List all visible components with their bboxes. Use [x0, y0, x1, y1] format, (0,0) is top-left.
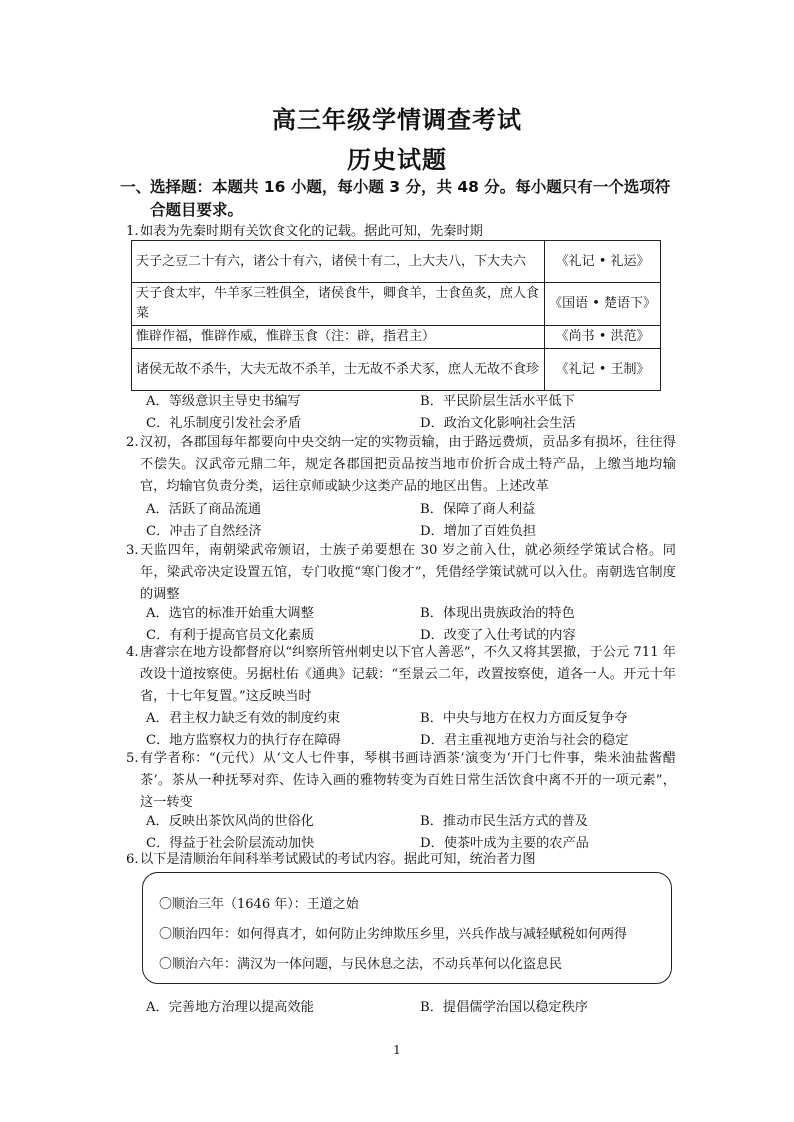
option-d[interactable]: D．政治文化影响社会生活 [420, 416, 576, 431]
option-d[interactable]: D．使茶叶成为主要的农产品 [420, 836, 589, 851]
exam-content-box [142, 872, 672, 984]
question-6 [126, 849, 676, 871]
question-5 [126, 748, 676, 814]
question-number: 5. [126, 751, 139, 766]
table-cell-text: 天子食太牢，牛羊豕三牲俱全，诸侯食牛，卿食羊，士食鱼炙，庶人食菜 [132, 283, 545, 326]
box-line: 〇顺治四年：如何得真才，如何防止劣绅欺压乡里，兴兵作战与减轻赋税如何两得 [159, 927, 628, 942]
section-heading [120, 176, 680, 222]
question-number: 4. [126, 645, 139, 660]
option-c[interactable]: C．有利于提高官员文化素质 [146, 628, 315, 643]
table-cell-source: 《礼记 • 礼运》 [545, 241, 661, 283]
question-number: 2. [126, 435, 139, 450]
option-d[interactable]: D．改变了入仕考试的内容 [420, 628, 576, 643]
option-c[interactable]: C．冲击了自然经济 [146, 524, 262, 539]
question-stem: 有学者称：“(元代）从‘文人七件事，琴棋书画诗酒茶’演变为‘开门七件事，柴米油盐酱醋茶’。茶从一种抚琴对弈、佐诗入画的雅物转变为百姓日常生活饮食中离不开的一项元素”，这一转变 [140, 751, 676, 810]
option-b[interactable]: B．平民阶层生活水平低下 [420, 394, 575, 409]
question-stem: 天监四年，南朝梁武帝颁诏，士族子弟要想在 30 岁之前入仕，就必须经学策试合格。同年，梁武帝决定设置五馆，专门收揽“寒门俊才”，凭借经学策试就可以入仕。南朝选官制度的调整 [140, 543, 676, 602]
table-cell-text: 天子之豆二十有六，诸公十有六，诸侯十有二，上大夫八，下大夫六 [132, 241, 545, 283]
question-2 [126, 432, 676, 498]
question-number: 1. [126, 224, 139, 239]
exam-subject: 历史试题 [347, 146, 447, 174]
section-number: 一、 [120, 178, 152, 196]
option-a[interactable]: A．君主权力缺乏有效的制度约束 [146, 711, 341, 726]
question-stem: 以下是清顺治年间科举考试殿试的考试内容。据此可知，统治者力图 [140, 852, 536, 867]
option-b[interactable]: B．保障了商人利益 [420, 502, 536, 517]
table-cell-source: 《国语 • 楚语下》 [545, 283, 661, 326]
option-b[interactable]: B．体现出贵族政治的特色 [420, 606, 575, 621]
table-cell-text: 惟辟作福，惟辟作威，惟辟玉食（注：辟，指君主） [132, 326, 545, 349]
exam-title: 高三年级学情调查考试 [272, 106, 522, 134]
option-b[interactable]: B．推动市民生活方式的普及 [420, 814, 588, 829]
option-d[interactable]: D．增加了百姓负担 [420, 524, 537, 539]
table-cell-source: 《礼记 • 王制》 [545, 349, 661, 391]
box-line: 〇顺治三年（1646 年）：王道之始 [159, 897, 359, 912]
table-row [132, 349, 661, 391]
table-row [132, 326, 661, 349]
question-4 [126, 642, 676, 708]
option-a[interactable]: A．活跃了商品流通 [146, 502, 262, 517]
section-instructions: 选择题：本题共 16 小题，每小题 3 分，共 48 分。每小题只有一个选项符合题目要求。 [150, 178, 671, 219]
table-cell-text: 诸侯无故不杀牛，大夫无故不杀羊，士无故不杀犬豕，庶人无故不食珍 [132, 349, 545, 391]
option-d[interactable]: D．君主重视地方吏治与社会的稳定 [420, 733, 629, 748]
question-stem: 汉初，各郡国每年都要向中央交纳一定的实物贡输，由于路远费烦，贡品多有损坏，往往得不偿失。汉武帝元鼎二年，规定各郡国把贡品按当地市价折合成土特产品，上缴当地均输官，均输官负责分类，运往京师或缺少这类产品的地区出售。上述改革 [140, 435, 676, 494]
table-row [132, 241, 661, 283]
question-number: 6. [126, 852, 139, 867]
source-table [131, 240, 661, 391]
option-a[interactable]: A．等级意识主导史书编写 [146, 394, 301, 409]
option-c[interactable]: C．得益于社会阶层流动加快 [146, 836, 315, 851]
question-stem: 唐睿宗在地方设都督府以“纠察所管州刺史以下官人善恶”，不久又将其罢撤，于公元 711 年改设十道按察使。另据杜佑《通典》记载：“至景云二年，改置按察使，道各一人。开元十年省，十七年复置。”这反映当时 [140, 645, 676, 704]
table-cell-source: 《尚书 • 洪范》 [545, 326, 661, 349]
box-line: 〇顺治六年：满汉为一体问题，与民休息之法，不动兵革何以化盗息民 [159, 957, 563, 972]
page-number: 1 [393, 1043, 401, 1057]
option-a[interactable]: A．完善地方治理以提高效能 [146, 1000, 314, 1015]
question-3 [126, 540, 676, 606]
option-a[interactable]: A．反映出茶饮风尚的世俗化 [146, 814, 314, 829]
option-a[interactable]: A．选官的标准开始重大调整 [146, 606, 314, 621]
question-number: 3. [126, 543, 139, 558]
option-b[interactable]: B．中央与地方在权力方面反复争夺 [420, 711, 628, 726]
table-row [132, 283, 661, 326]
option-c[interactable]: C．礼乐制度引发社会矛盾 [146, 416, 302, 431]
option-c[interactable]: C．地方监察权力的执行存在障碍 [146, 733, 341, 748]
option-b[interactable]: B．提倡儒学治国以稳定秩序 [420, 1000, 588, 1015]
question-stem: 如表为先秦时期有关饮食文化的记载。据此可知，先秦时期 [140, 224, 483, 239]
